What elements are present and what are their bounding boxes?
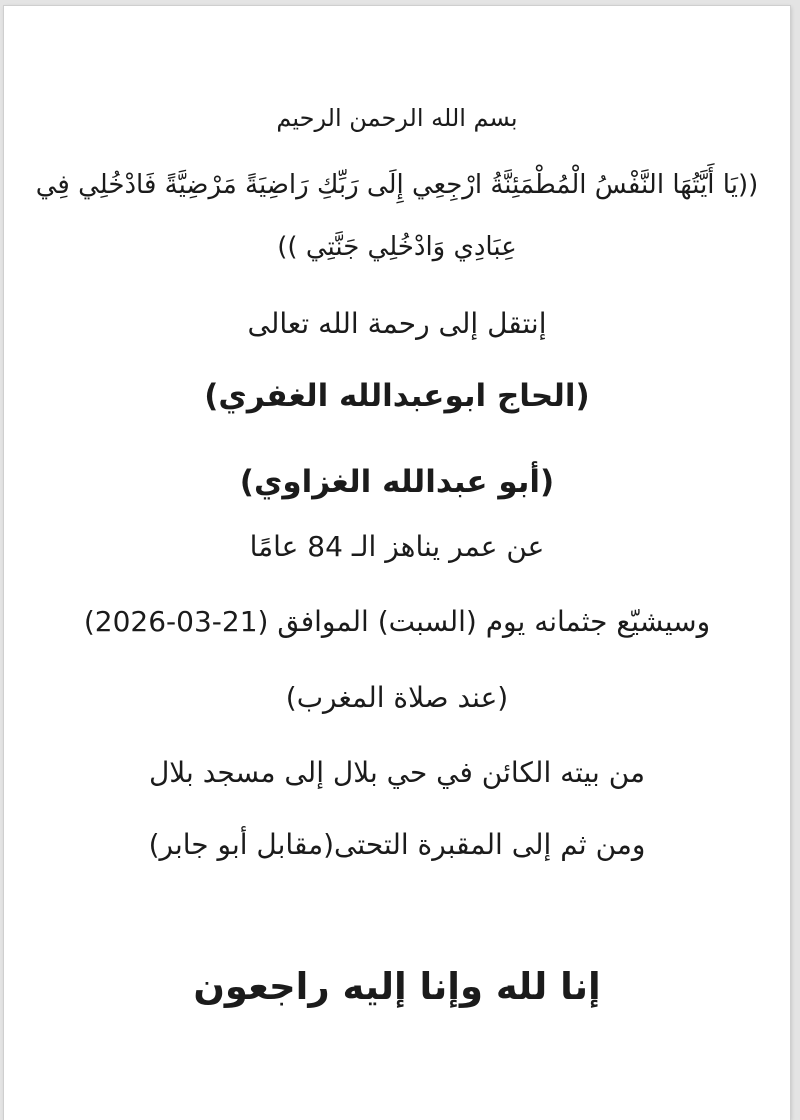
cemetery-line: ومن ثم إلى المقبرة التحتى(مقابل أبو جابر) (148, 828, 646, 861)
funeral-date-line: وسيشيّع جثمانه يوم (السبت) الموافق (21-03-2026) (83, 605, 711, 638)
deceased-name-primary: (الحاج ابوعبدالله الغفري) (204, 378, 590, 414)
procession-route-line: من بيته الكائن في حي بلال إلى مسجد بلال (148, 756, 646, 789)
deceased-name-secondary: (أبو عبدالله الغزاوي) (239, 464, 555, 500)
closing-istirja-text: إنا لله وإنا إليه راجعون (193, 965, 601, 1008)
basmala-text: بسم الله الرحمن الرحيم (276, 104, 518, 132)
prayer-time-line: (عند صلاة المغرب) (285, 681, 509, 714)
obituary-page (4, 6, 790, 1120)
announcement-intro-text: إنتقل إلى رحمة الله تعالى (247, 307, 547, 340)
quran-verse-text: ((يَا أَيَّتُهَا النَّفْسُ الْمُطْمَئِنَّةُ ارْجِعِي إِلَى رَبِّكِ رَاضِيَةً مَرْضِيَّةً فَادْخُلِي فِي عِبَادِي وَادْخُلِي جَنَّتِي )) (35, 170, 759, 262)
age-line: عن عمر يناهز الـ 84 عامًا (249, 530, 545, 563)
